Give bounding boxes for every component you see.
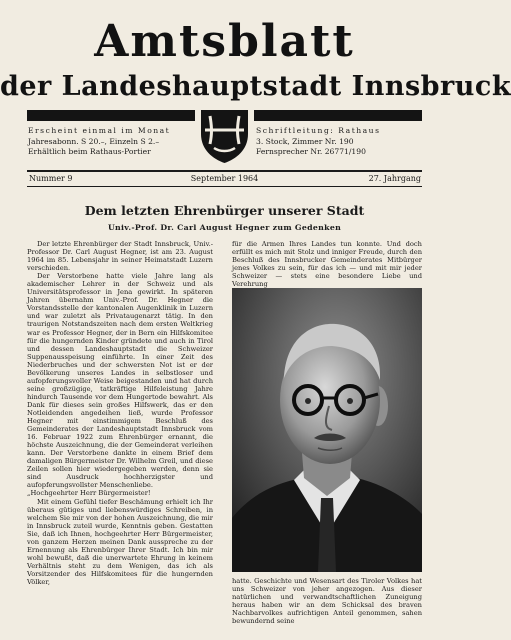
masthead-band-left xyxy=(27,110,195,121)
article-title: Dem letzten Ehrenbürger unserer Stadt xyxy=(84,203,365,218)
article-column-left xyxy=(27,240,213,630)
article-column-right-top xyxy=(232,240,422,289)
masthead-band-right xyxy=(254,110,422,121)
editorial-room: 3. Stock, Zimmer Nr. 190 xyxy=(256,136,354,146)
publication-frequency: Erscheint einmal im Monat xyxy=(28,126,171,135)
masthead-title: Amtsblatt xyxy=(94,16,355,67)
masthead-subtitle: der Landeshauptstadt Innsbruck xyxy=(0,71,511,102)
issue-volume: 27. Jahrgang xyxy=(368,174,421,183)
header-rule-bottom xyxy=(27,186,422,187)
article-column-right-bottom xyxy=(232,577,422,627)
editorial-phone: Fernsprecher Nr. 26771/190 xyxy=(256,147,366,157)
article-paragraph: hatte. Geschichte und Wesensart des Tiroler Volkes hat uns Schweizer von jeher angezogen. Aus dieser natürlichen und verwandtschaftlichen Zuneigung heraus haben wir an dem Schicksal des braven Nachbarvolkes aufrichtigen Anteil genommen, sahen bewundernd seine xyxy=(232,577,422,626)
article-paragraph: Mit einem Gefühl tiefer Beschämung erhielt ich Ihr überaus gütiges und liebenswürdiges Schreiben, in welchem Sie mir von der hohen Auszeichnung, die mir in Innsbruck zuteil wurde, Kenntnis geben. Gestatten Sie, daß ich Ihnen, hochgeehrter Herr Bürgermeister, von ganzem Herzen meinen Dank ausspreche zu der Ernennung als Ehrenbürger Ihrer Stadt. Ich bin mir wohl bewußt, daß die unerwartete Ehrung in keinem Verhältnis steht zu dem Wenigen, das ich als Vorsitzender des Hilfskomitees für die hungernden Völker, xyxy=(27,497,213,586)
availability: Erhältlich beim Rathaus-Portier xyxy=(28,147,151,157)
city-coat-of-arms-icon xyxy=(198,108,251,164)
publication-info xyxy=(28,126,170,158)
editorial-info xyxy=(256,126,380,158)
header-rule-top xyxy=(27,170,422,172)
issue-date: September 1964 xyxy=(190,174,259,183)
portrait-photo xyxy=(232,288,422,572)
article-paragraph: Der Verstorbene hatte viele Jahre lang als akademischer Lehrer in der Schweiz und als Universitätsprofessor in Jena gewirkt. In späteren Jahren übernahm Univ.-Prof. Dr. Hegner die Vorstandsstelle der kantonalen Augenklinik in Luzern und war zuletzt als Privataugenarzt tätig. In den traurigen Notstandszeiten nach dem ersten Weltkrieg war es Professor Hegner, der in Bern ein Hilfskomitee für die hungernden Kinder gründete und auch in Tirol und dessen Landeshauptstadt die Schweizer Suppenausspeisung einführte. In einer Zeit des Niederbruches und der schwersten Not ist er der Bevölkerung unseres Landes in selbstloser und aufopferungsvoller Weise beigestanden und hat durch seine großzügige, tatkräftige Hilfeleistung Jahre hindurch Tausende vor dem Hungertode bewahrt. Als Dank für dieses sein großes Hilfswerk, das er den Notleidenden angedeihen ließ, wurde Professor Hegner mit einstimmigem Beschluß des Gemeinderates der Landeshauptstadt Innsbruck vom 16. Februar 1922 zum Ehrenbürger ernannt, die höchste Auszeichnung, die der Gemeinderat verleihen kann. Der Verstorbene dankte in einem Brief dem damaligen Bürgermeister Dr. Wilhelm Greil, und diese Zeilen sollen hier wiedergegeben werden, denn sie sind Ausdruck hochherzigster und aufopferungsvollster Menschenliebe. xyxy=(27,272,213,490)
article-subtitle: Univ.-Prof. Dr. Carl August Hegner zum Gedenken xyxy=(107,223,342,232)
article-paragraph: Der letzte Ehrenbürger der Stadt Innsbruck, Univ.-Professor Dr. Carl August Hegner, ist am 23. August 1964 im 85. Lebensjahr in seiner Heimatstadt Luzern verschieden. xyxy=(27,240,213,273)
issue-number: Nummer 9 xyxy=(29,174,73,183)
letter-salutation: „Hochgeehrter Herr Bürgermeister! xyxy=(27,489,151,498)
editorial-office: Schriftleitung: Rathaus xyxy=(256,126,381,135)
article-paragraph: für die Armen Ihres Landes tun konnte. Und doch erfüllt es mich mit Stolz und inniger Freude, durch den Beschluß des Innsbrucker Gemeinderates Mitbürger jenes Volkes zu sein, für das ich — und mit mir jeder Schweizer — stets eine besondere Liebe und Verehrung xyxy=(232,240,422,289)
subscription-price: Jahresabonn. S 20.–, Einzeln S 2.– xyxy=(28,136,160,146)
